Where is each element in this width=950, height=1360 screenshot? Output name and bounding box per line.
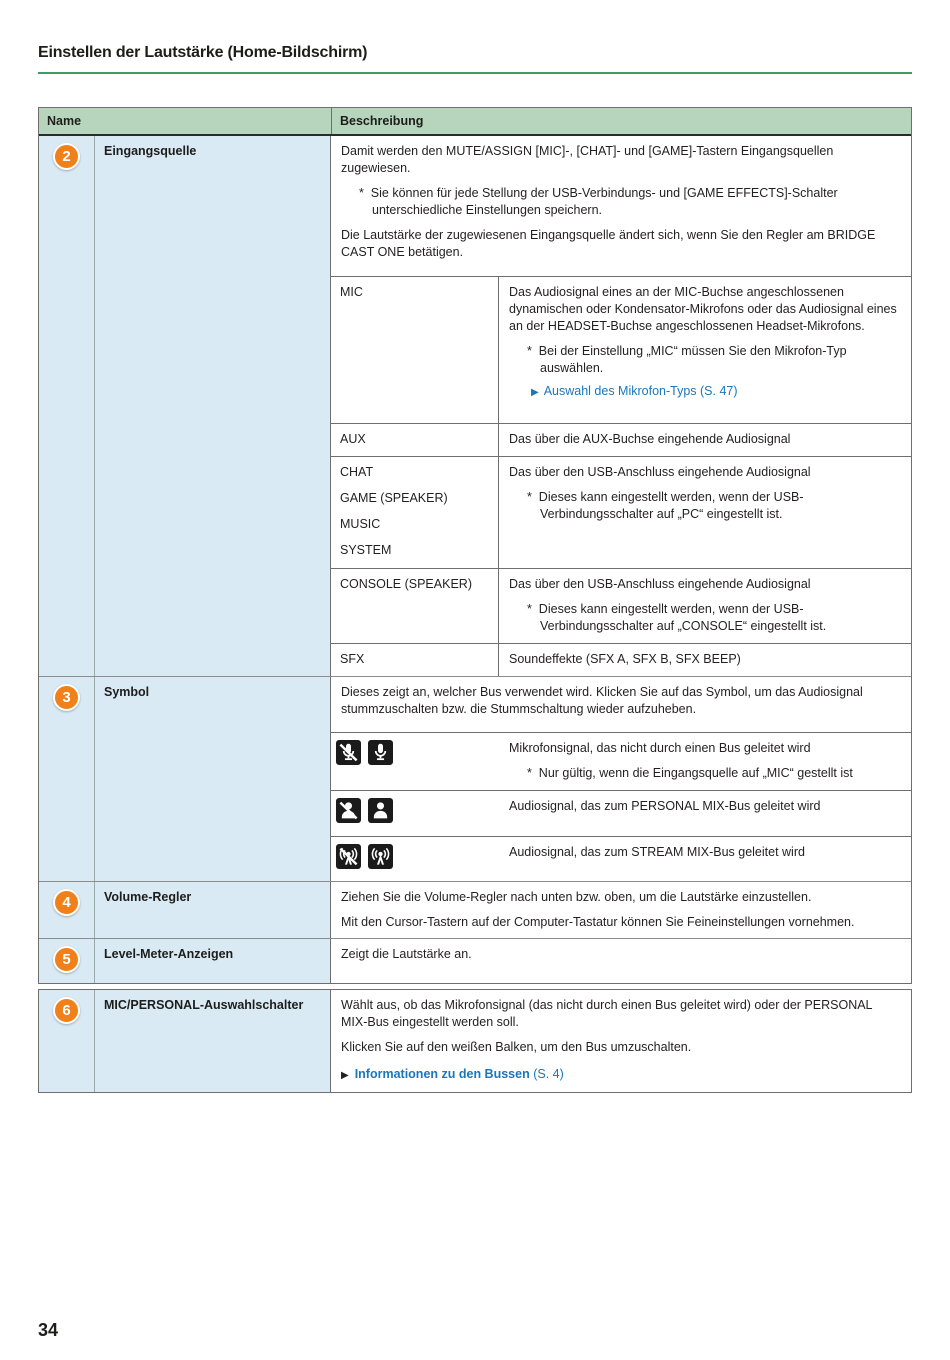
manual-page	[38, 0, 912, 1093]
footnote: * Bei der Einstellung „MIC“ müssen Sie den Mikrofon-Typ auswählen.	[527, 344, 847, 375]
paragraph: Soundeffekte (SFX A, SFX B, SFX BEEP)	[509, 652, 741, 666]
description-paragraphs	[331, 143, 911, 276]
link-arrow-icon: ▶	[341, 1070, 349, 1081]
cross-reference-link[interactable]	[341, 1066, 901, 1084]
subrow-sfx	[331, 644, 911, 676]
mic-icon[interactable]	[368, 740, 393, 765]
table-row-eingangsquelle	[39, 136, 911, 677]
source-description	[499, 569, 911, 643]
table-row-symbol	[39, 677, 911, 882]
paragraph: Ziehen Sie die Volume-Regler nach unten bzw. oben, um die Lautstärke einzustellen.	[341, 890, 812, 904]
row-name-label: Eingangsquelle	[95, 136, 331, 676]
mic-muted-icon[interactable]	[336, 740, 361, 765]
row-name-label: Volume-Regler	[95, 882, 331, 938]
page-title: Einstellen der Lautstärke (Home-Bildschirm)	[38, 44, 368, 61]
row-number-cell	[39, 136, 95, 676]
source-label: GAME (SPEAKER)	[340, 491, 448, 505]
source-label: MIC	[331, 277, 499, 423]
cross-reference-link[interactable]	[531, 383, 901, 401]
paragraph: Dieses zeigt an, welcher Bus verwendet wird. Klicken Sie auf das Symbol, um das Audiosignal stummzuschalten bzw. die Stummschaltung wieder aufzuheben.	[341, 685, 863, 716]
symbol-description	[499, 791, 911, 836]
step-badge-3: 3	[53, 684, 80, 711]
source-label: CONSOLE (SPEAKER)	[331, 569, 499, 643]
input-source-subtable	[331, 276, 911, 676]
settings-table-continued	[38, 989, 912, 1093]
subrow-aux	[331, 424, 911, 457]
row-number-cell	[39, 677, 95, 881]
source-label-group	[331, 457, 499, 568]
paragraph: Audiosignal, das zum PERSONAL MIX-Bus geleitet wird	[509, 799, 821, 813]
person-muted-icon[interactable]	[336, 798, 361, 823]
step-badge-5: 5	[53, 946, 80, 973]
paragraph: Zeigt die Lautstärke an.	[341, 947, 472, 961]
footnote: * Dieses kann eingestellt werden, wenn der USB-Verbindungsschalter auf „CONSOLE“ eingestellt ist.	[527, 602, 827, 633]
row-name-label: Level-Meter-Anzeigen	[95, 939, 331, 983]
paragraph: Die Lautstärke der zugewiesenen Eingangsquelle ändert sich, wenn Sie den Regler am BRIDGE CAST ONE betätigen.	[341, 228, 876, 259]
page-number: 34	[38, 1320, 59, 1340]
paragraph: Damit werden den MUTE/ASSIGN [MIC]-, [CHAT]- und [GAME]-Tastern Eingangsquellen zugewiesen.	[341, 144, 834, 175]
step-badge-4: 4	[53, 889, 80, 916]
subrow-mic	[331, 277, 911, 424]
paragraph: Das über den USB-Anschluss eingehende Audiosignal	[509, 577, 811, 591]
symbol-description	[499, 837, 911, 881]
table-header-row	[39, 108, 911, 136]
row-description-cell	[331, 990, 911, 1092]
column-header-description: Beschreibung	[331, 108, 911, 134]
paragraph: Das über die AUX-Buchse eingehende Audiosignal	[509, 432, 791, 446]
source-description	[499, 457, 911, 568]
link-text[interactable]: Auswahl des Mikrofon-Typs (S. 47)	[543, 384, 738, 398]
stream-muted-icon[interactable]	[336, 844, 361, 869]
paragraph: Audiosignal, das zum STREAM MIX-Bus geleitet wird	[509, 845, 805, 859]
paragraph: Wählt aus, ob das Mikrofonsignal (das nicht durch einen Bus geleitet wird) oder der PERSONAL MIX-Bus eingestellt werden soll.	[341, 998, 873, 1029]
step-badge-2: 2	[53, 143, 80, 170]
subrow-console	[331, 569, 911, 644]
subrow-stream-symbol	[331, 837, 911, 881]
settings-table	[38, 107, 912, 984]
link-arrow-icon: ▶	[531, 387, 539, 398]
description-paragraphs	[331, 684, 911, 732]
source-label: CHAT	[340, 465, 374, 479]
paragraph: Das über den USB-Anschluss eingehende Audiosignal	[509, 465, 811, 479]
row-number-cell	[39, 882, 95, 938]
row-description-cell	[331, 677, 911, 881]
paragraph: Klicken Sie auf den weißen Balken, um den Bus umzuschalten.	[341, 1040, 692, 1054]
symbol-icons	[331, 733, 499, 790]
source-description	[499, 644, 911, 676]
row-number-cell	[39, 939, 95, 983]
table-row-volume-regler	[39, 882, 911, 939]
symbol-icons	[331, 837, 499, 881]
stream-icon[interactable]	[368, 844, 393, 869]
paragraph: Das Audiosignal eines an der MIC-Buchse angeschlossenen dynamischen oder Kondensator-Mikrofons oder das Audiosignal eines an der HEADSET-Buchse angeschlossenen Headset-Mikrofons.	[509, 285, 897, 333]
source-description	[499, 424, 911, 456]
footnote: * Nur gültig, wenn die Eingangsquelle auf „MIC“ gestellt ist	[527, 766, 853, 780]
person-icon[interactable]	[368, 798, 393, 823]
link-page-ref[interactable]: (S. 4)	[529, 1067, 564, 1081]
table-row-level-meter	[39, 939, 911, 983]
symbol-icons	[331, 791, 499, 836]
row-description-cell	[331, 882, 911, 938]
source-label: AUX	[331, 424, 499, 456]
symbol-description	[499, 733, 911, 790]
row-description-cell	[331, 939, 911, 983]
subrow-personal-symbol	[331, 791, 911, 837]
source-description	[499, 277, 911, 423]
paragraph: Mikrofonsignal, das nicht durch einen Bus geleitet wird	[509, 741, 811, 755]
paragraph: Mit den Cursor-Tastern auf der Computer-Tastatur können Sie Feineinstellungen vornehmen.	[341, 915, 855, 929]
column-header-name: Name	[47, 114, 82, 128]
row-name-label: Symbol	[95, 677, 331, 881]
subrow-usb-sources	[331, 457, 911, 569]
step-badge-6: 6	[53, 997, 80, 1024]
footnote: * Dieses kann eingestellt werden, wenn der USB-Verbindungsschalter auf „PC“ eingestellt ist.	[527, 490, 804, 521]
link-text[interactable]: Informationen zu den Bussen	[354, 1067, 530, 1081]
row-name-label: MIC/PERSONAL-Auswahlschalter	[95, 990, 331, 1092]
table-row-mic-personal-switch	[39, 990, 911, 1092]
row-description-cell	[331, 136, 911, 676]
subrow-mic-symbol	[331, 733, 911, 791]
source-label: MUSIC	[340, 517, 381, 531]
symbol-subtable	[331, 732, 911, 881]
source-label: SFX	[331, 644, 499, 676]
footnote: * Sie können für jede Stellung der USB-Verbindungs- und [GAME EFFECTS]-Schalter unterschiedliche Einstellungen speichern.	[359, 186, 838, 217]
source-label: SYSTEM	[340, 543, 392, 557]
row-number-cell	[39, 990, 95, 1092]
title-accent-rule	[38, 72, 912, 74]
